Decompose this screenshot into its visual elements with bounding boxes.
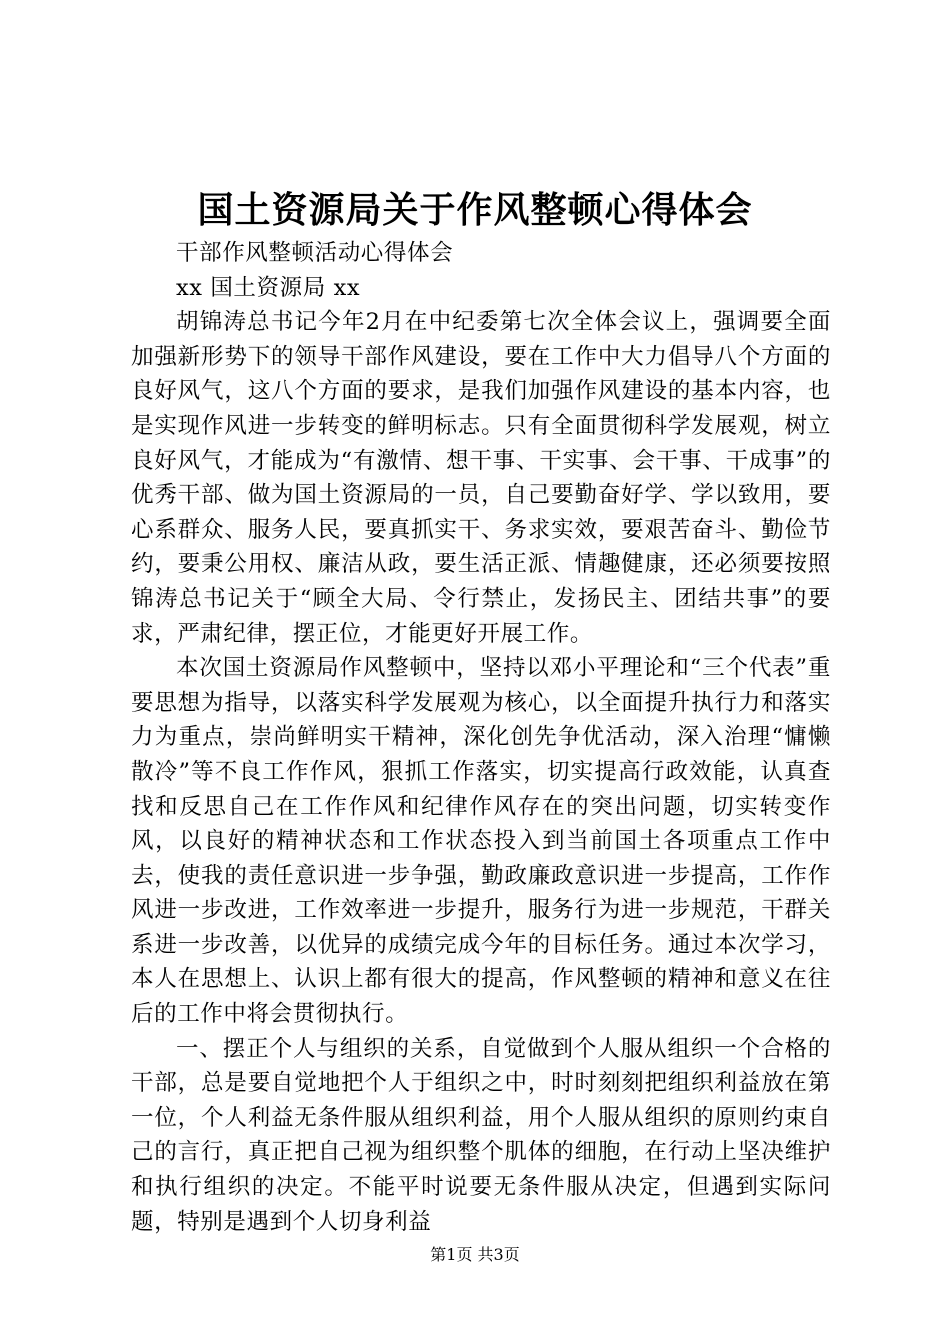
paragraph: 胡锦涛总书记今年2月在中纪委第七次全体会议上，强调要全面加强新形势下的领导干部作风建设，要在工作中大力倡导八个方面的良好风气，这八个方面的要求，是我们加强作风建设的基本内容，也是实现作风进一步转变的鲜明标志。只有全面贯彻科学发展观，树立良好风气，才能成为“有激情、想干事、干实事、会干事、干成事”的优秀干部、做为国土资源局的一员，自己要勤奋好学、学以致用，要心系群众、服务人民，要真抓实干、务求实效，要艰苦奋斗、勤俭节约，要秉公用权、廉洁从政，要生活正派、情趣健康，还必须要按照锦涛总书记关于“顾全大局、令行禁止，发扬民主、团结共事”的要求，严肃纪律，摆正位，才能更好开展工作。 bbox=[131, 309, 831, 647]
document-body bbox=[131, 236, 831, 1239]
document-title: 国土资源局关于作风整顿心得体会 bbox=[197, 189, 753, 231]
paragraph: 一、摆正个人与组织的关系，自觉做到个人服从组织一个合格的干部，总是要自觉地把个人于组织之中，时时刻刻把组织利益放在第一位，个人利益无条件服从组织利益，用个人服从组织的原则约束自己的言行，真正把自己视为组织整个肌体的细胞，在行动上坚决维护和执行组织的决定。不能平时说要无条件服从决定，但遇到实际问题，特别是遇到个人切身利益 bbox=[131, 1035, 831, 1235]
paragraph: 本次国土资源局作风整顿中，坚持以邓小平理论和“三个代表”重要思想为指导，以落实科学发展观为核心，以全面提升执行力和落实力为重点，崇尚鲜明实干精神，深化创先争优活动，深入治理“慵懒散冷”等不良工作作风，狠抓工作落实，切实提高行政效能，认真查找和反思自己在工作作风和纪律作风存在的突出问题，切实转变作风，以良好的精神状态和工作状态投入到当前国土各项重点工作中去，使我的责任意识进一步争强，勤政廉政意识进一步提高，工作作风进一步改进，工作效率进一步提升，服务行为进一步规范，干群关系进一步改善，以优异的成绩完成今年的目标任务。通过本次学习，本人在思想上、认识上都有很大的提高，作风整顿的精神和意义在往后的工作中将会贯彻执行。 bbox=[131, 655, 831, 1028]
author-line: xx 国土资源局 xx bbox=[176, 274, 361, 301]
page-footer: 第1页 共3页 bbox=[430, 1245, 520, 1264]
subtitle-line: 干部作风整顿活动心得体会 bbox=[176, 240, 454, 266]
